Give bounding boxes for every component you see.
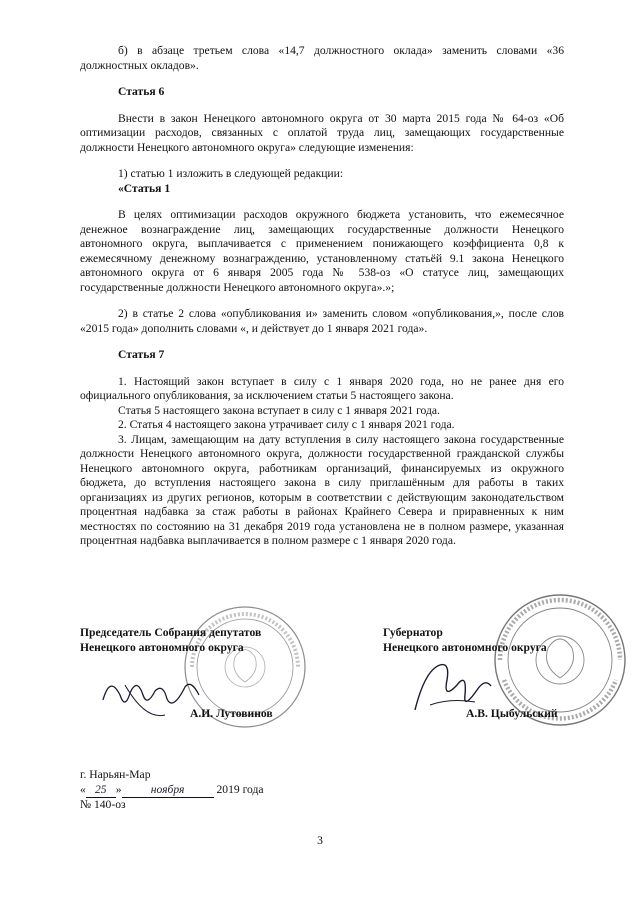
date-close-quote: » <box>115 782 122 796</box>
left-signatory-name: А.И. Лутовинов <box>190 707 273 720</box>
document-footer <box>80 768 264 813</box>
date-line <box>80 783 264 799</box>
quoted-article-1-heading: «Статья 1 <box>118 181 171 195</box>
article-6-heading: Статья 6 <box>118 85 165 98</box>
left-title-line-1: Председатель Собрания депутатов <box>80 626 262 639</box>
quoted-article-1-text: В целях оптимизации расходов окружного бюджета установить, что ежемесячное денежное вознаграждение лиц, замещающих государственные должности Ненецкого автономного округа, выплачивается с применением понижающего коэффициента 0,8 к ежемесячному денежному вознаграждению, установленному статьёй 9.1 закона Ненецкого автономного округа от 6 января 2005 года № 538-оз «О статусе лиц, замещающих государственные должности Ненецкого автономного округа».»; <box>80 208 564 294</box>
date-day: 25 <box>86 783 116 799</box>
page-number: 3 <box>317 834 323 847</box>
date-open-quote: « <box>80 782 86 796</box>
article-6-item-2: 2) в статье 2 слова «опубликования и» заменить словом «опубликования,», после слов «2015 года» дополнить словами «, и действует до 1 января 2021 года». <box>80 307 564 335</box>
document-body <box>80 44 564 549</box>
date-year: 2019 года <box>216 782 264 796</box>
article-7-paragraph-1b: Статья 5 настоящего закона вступает в силу с 1 января 2021 года. <box>118 403 440 417</box>
article-7-heading: Статья 7 <box>118 348 165 361</box>
article-6-intro: Внести в закон Ненецкого автономного округа от 30 марта 2015 года № 64-оз «Об оптимизации расходов, связанных с оплатой труда лиц, замещающих государственные должности Ненецкого автономного округа» следующие изменения: <box>80 111 564 154</box>
article-7-paragraph-1: 1. Настоящий закон вступает в силу с 1 января 2020 года, но не ранее дня его официального опубликования, за исключением статьи 5 настоящего закона. <box>80 374 564 402</box>
left-title-line-2: Ненецкого автономного округа <box>80 640 244 654</box>
article-7-paragraph-2: 2. Статья 4 настоящего закона утрачивает силу с 1 января 2021 года. <box>118 418 455 431</box>
article-6-item-1: 1) статью 1 изложить в следующей редакции: <box>118 167 344 180</box>
left-signature-block <box>80 626 261 655</box>
article-7-paragraph-3: 3. Лицам, замещающим на дату вступления в силу настоящего закона государственные должности Ненецкого автономного округа, должности государственной гражданской службы Ненецкого автономного округа, работникам организаций, финансируемых из окружного бюджета, до вступления настоящего закона в силу приглашённым для работы в таких организациях из других регионов, которым в соответствии с действующим законодательством процентная надбавка за стаж работы в районах Крайнего Севера и приравненных к ним местностях по состоянию на 31 декабря 2019 года установлена не в полном размере, указанная процентная надбавка выплачивается в полном размере с 1 января 2020 года. <box>80 432 564 547</box>
paragraph-b: б) в абзаце третьем слова «14,7 должностного оклада» заменить словами «36 должностных окладов». <box>80 44 564 72</box>
right-title-line-2: Ненецкого автономного округа <box>383 640 547 654</box>
right-title-line-1: Губернатор <box>383 626 443 639</box>
left-signature-icon <box>95 665 205 725</box>
date-month: ноября <box>122 783 214 799</box>
law-number: № 140-оз <box>80 798 126 811</box>
right-signatory-name: А.В. Цыбульский <box>466 707 558 720</box>
city-line: г. Нарьян-Мар <box>80 768 151 781</box>
